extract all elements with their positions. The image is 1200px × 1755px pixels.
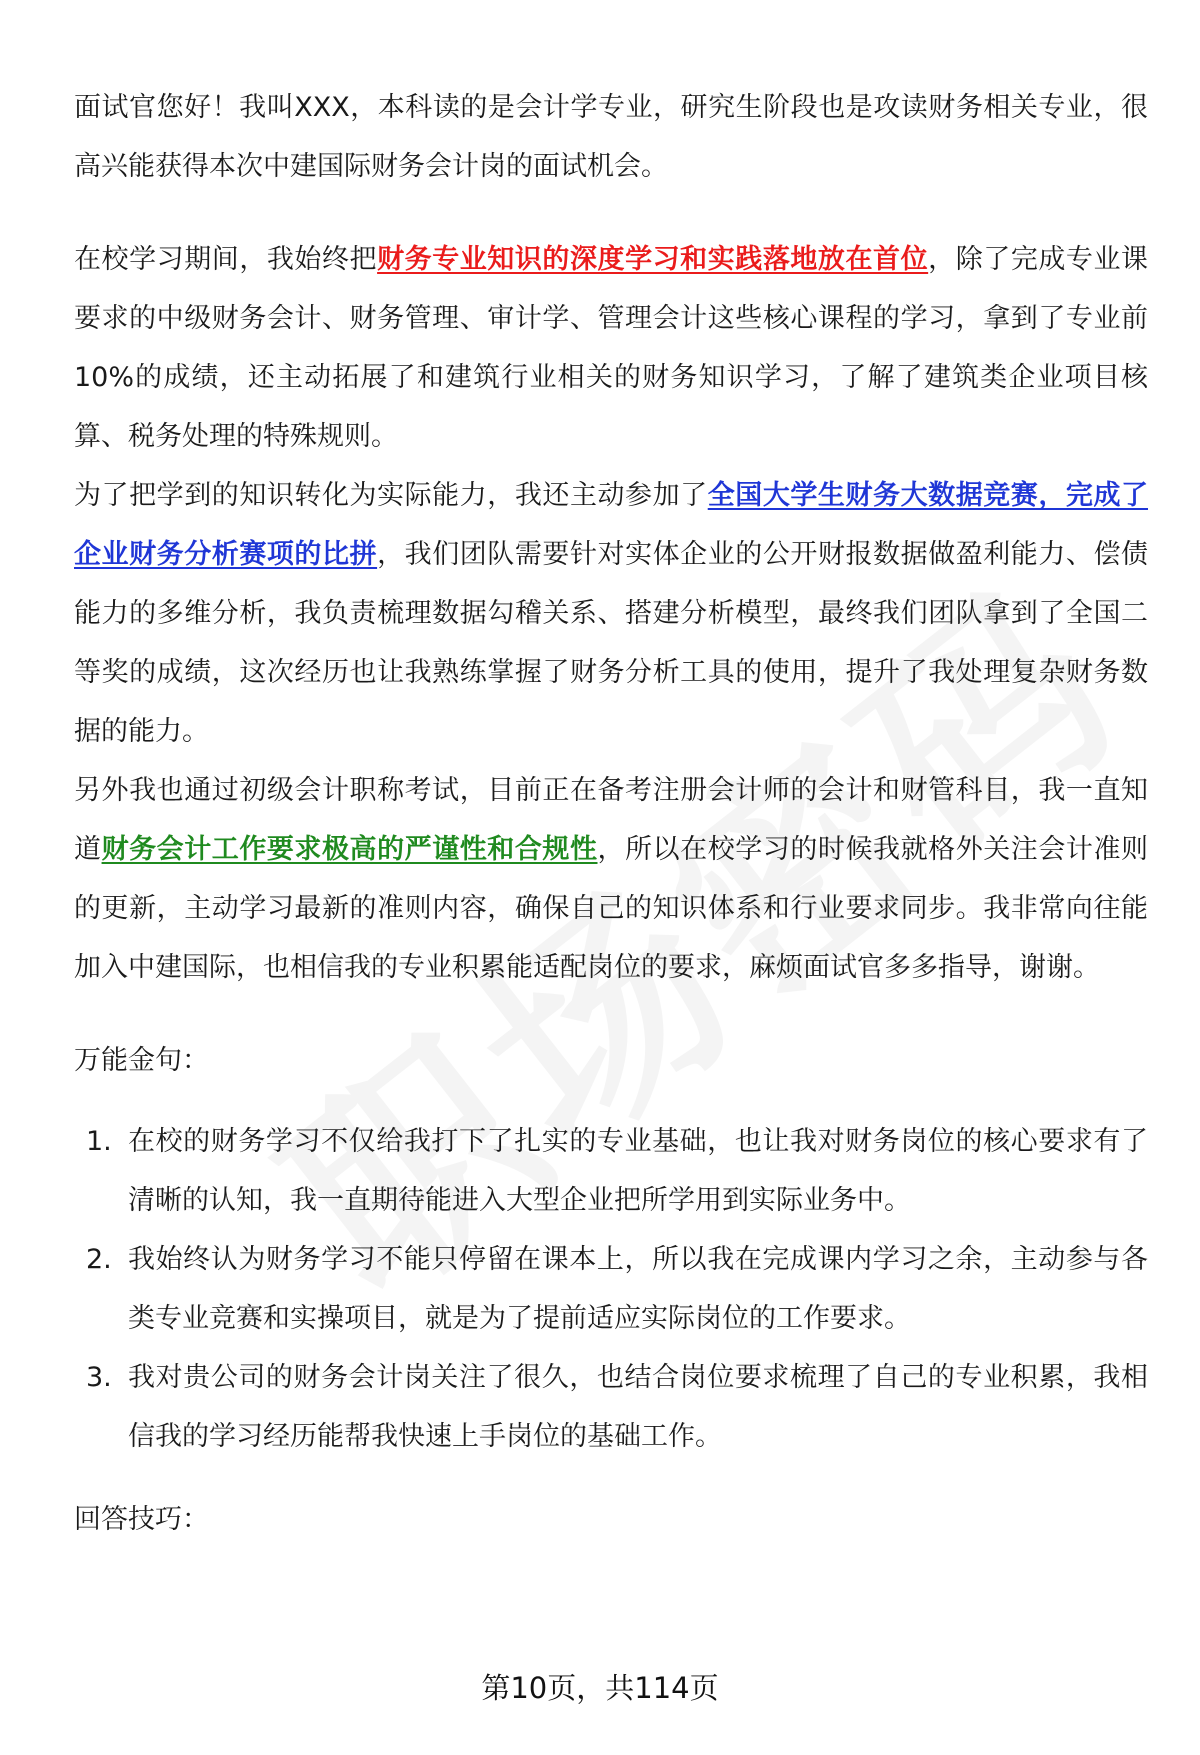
exam-text-before: 另外我也通过初级会计职称考试，目前正在备考注册会计师的会计和财管科目，我一直知道: [74, 775, 1148, 865]
paragraph-intro: 面试官您好！我叫XXX，本科读的是会计学专业，研究生阶段也是攻读财务相关专业，很高兴能获得本次中建国际财务会计岗的面试机会。: [74, 92, 1148, 182]
paragraph-exam: [74, 761, 1148, 997]
spacer: [74, 1466, 1148, 1490]
golden-sentences-heading: 万能金句：: [74, 1045, 209, 1076]
list-item-text: 在校的财务学习不仅给我打下了扎实的专业基础，也让我对财务岗位的核心要求有了清晰的认知，我一直期待能进入大型企业把所学用到实际业务中。: [128, 1126, 1148, 1216]
paragraph-competition: [74, 466, 1148, 761]
competition-text-before: 为了把学到的知识转化为实际能力，我还主动参加了: [74, 480, 708, 511]
list-item-text: 我始终认为财务学习不能只停留在课本上，所以我在完成课内学习之余，主动参与各类专业竞赛和实操项目，就是为了提前适应实际岗位的工作要求。: [128, 1244, 1148, 1334]
study-text-before: 在校学习期间，我始终把: [74, 244, 378, 275]
exam-highlight: 财务会计工作要求极高的严谨性和合规性: [101, 834, 598, 865]
list-item: [74, 1348, 1148, 1466]
spacer: [74, 196, 1148, 230]
list-item: [74, 1112, 1148, 1230]
page-number: 第10页，共114页: [481, 1671, 719, 1705]
list-item-number: 2.: [86, 1244, 112, 1275]
spacer: [74, 997, 1148, 1031]
list-item: [74, 1230, 1148, 1348]
list-item-number: 1.: [86, 1126, 112, 1157]
paragraph-study: [74, 230, 1148, 466]
list-item-number: 3.: [86, 1362, 112, 1393]
competition-highlight: 全国大学生财务大数据竞赛，完成了企业财务分析赛项的比拼: [74, 480, 1149, 570]
spacer: [74, 1090, 1148, 1112]
study-highlight: 财务专业知识的深度学习和实践落地放在首位: [377, 244, 929, 275]
exam-text-after: ，所以在校学习的时候我就格外关注会计准则的更新，主动学习最新的准则内容，确保自己的知识体系和行业要求同步。我非常向往能加入中建国际，也相信我的专业积累能适配岗位的要求，麻烦面试官多多指导，谢谢。: [74, 834, 1149, 983]
list-item-text: 我对贵公司的财务会计岗关注了很久，也结合岗位要求梳理了自己的专业积累，我相信我的学习经历能帮我快速上手岗位的基础工作。: [128, 1362, 1148, 1452]
document-body: [74, 78, 1148, 1549]
tips-heading: 回答技巧：: [74, 1504, 209, 1535]
competition-text-after: ，我们团队需要针对实体企业的公开财报数据做盈利能力、偿债能力的多维分析，我负责梳理数据勾稽关系、搭建分析模型，最终我们团队拿到了全国二等奖的成绩，这次经历也让我熟练掌握了财务分析工具的使用，提升了我处理复杂财务数据的能力。: [74, 539, 1149, 747]
golden-sentences-list: [74, 1112, 1148, 1466]
study-text-after: ，除了完成专业课要求的中级财务会计、财务管理、审计学、管理会计这些核心课程的学习，拿到了专业前10%的成绩，还主动拓展了和建筑行业相关的财务知识学习，了解了建筑类企业项目核算、税务处理的特殊规则。: [74, 244, 1149, 452]
